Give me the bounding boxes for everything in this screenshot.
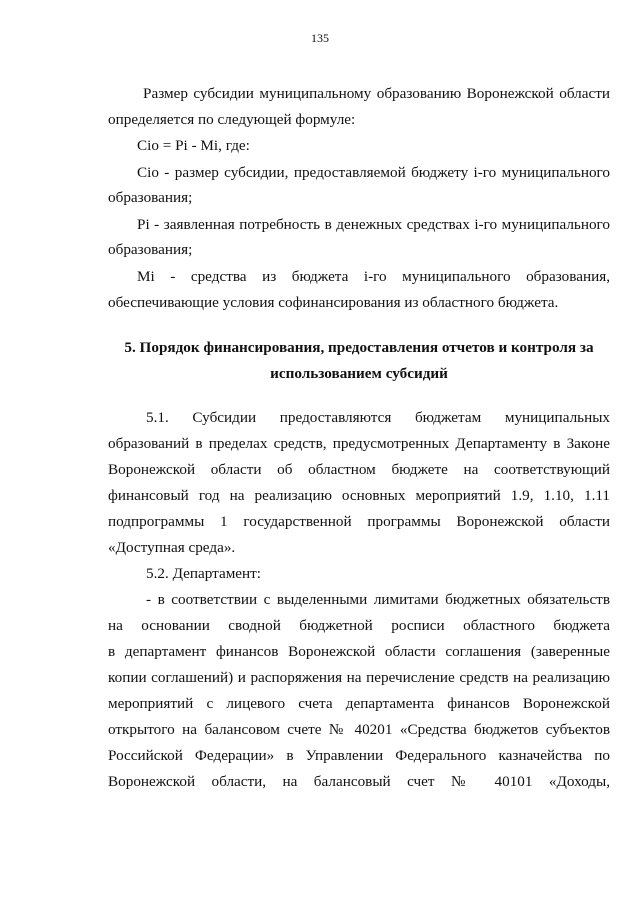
section-heading: использованием субсидий xyxy=(270,365,448,382)
paragraph-line: на основании сводной бюджетной росписи областного бюджета xyxy=(108,617,610,634)
paragraph-line: образований в пределах средств, предусмотренных Департаменту в Законе xyxy=(108,435,610,452)
paragraph-line: открытого на балансовом счете № 40201 «Средства бюджетов субъектов xyxy=(108,721,610,738)
page-number: 135 xyxy=(311,31,329,45)
paragraph-line: финансовый год на реализацию основных мероприятий 1.9, 1.10, 1.11 xyxy=(108,487,610,504)
formula-line: Сio = Pi - Mi, где: xyxy=(137,137,250,154)
paragraph-line: копии соглашений) и распоряжения на перечисление средств на реализацию xyxy=(108,669,610,686)
paragraph-line: Воронежской области об областном бюджете на соответствующий xyxy=(108,461,610,478)
paragraph-line: 5.1. Субсидии предоставляются бюджетам муниципальных xyxy=(146,409,610,426)
paragraph-line: Mi - средства из бюджета i-го муниципального образования, xyxy=(137,268,610,285)
paragraph-line: Российской Федерации» в Управлении Федерального казначейства по xyxy=(108,747,610,764)
paragraph-line: обеспечивающие условия софинансирования из областного бюджета. xyxy=(108,294,559,311)
paragraph-line: Воронежской области, на балансовый счет № 40101 «Доходы, xyxy=(108,773,610,790)
paragraph-line: определяется по следующей формуле: xyxy=(108,111,356,128)
paragraph-line: 5.2. Департамент: xyxy=(146,565,262,582)
paragraph-line: Pi - заявленная потребность в денежных средствах i-го муниципального xyxy=(137,216,610,233)
paragraph-line: - в соответствии с выделенными лимитами бюджетных обязательств xyxy=(146,591,610,608)
paragraph-line: образования; xyxy=(108,189,193,206)
paragraph-line: мероприятий с лицевого счета департамента финансов Воронежской xyxy=(108,695,610,712)
paragraph-line: Размер субсидии муниципальному образованию Воронежской области xyxy=(143,85,610,102)
paragraph-line: Сio - размер субсидии, предоставляемой бюджету i-го муниципального xyxy=(137,164,610,181)
paragraph-line: подпрограммы 1 государственной программы Воронежской области xyxy=(108,513,610,530)
paragraph-line: образования; xyxy=(108,241,193,258)
paragraph-line: «Доступная среда». xyxy=(108,539,236,556)
paragraph-line: в департамент финансов Воронежской области соглашения (заверенные xyxy=(108,643,610,660)
section-heading: 5. Порядок финансирования, предоставления отчетов и контроля за xyxy=(124,339,594,356)
